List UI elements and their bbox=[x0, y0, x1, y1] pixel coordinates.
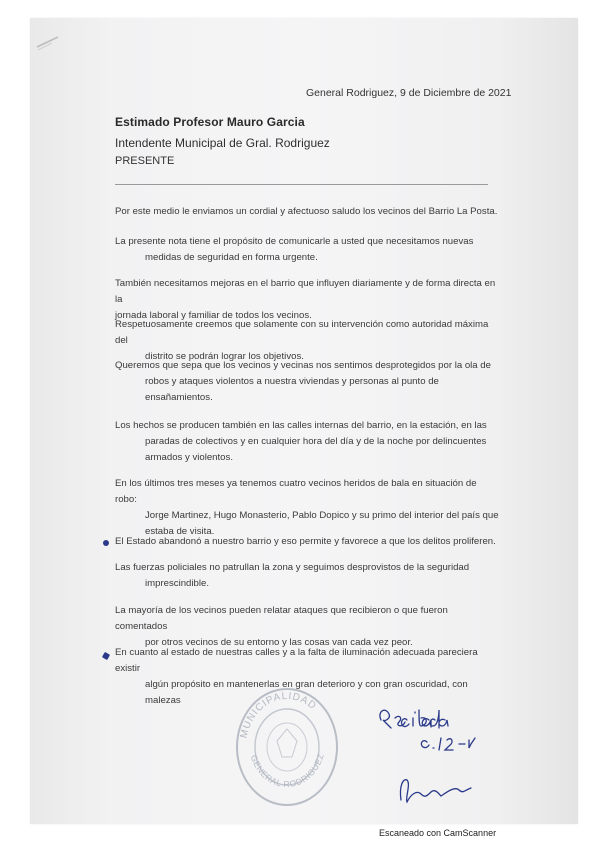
paragraph-continuation: por otros vecinos de su entorno y las cosas van cada vez peor. bbox=[145, 637, 413, 648]
paragraph-first-line: Queremos que sepa que los vecinos y vecinas nos sentimos desprotegidos por la ola de bbox=[115, 360, 491, 371]
paragraph-first-line: En cuanto al estado de nuestras calles y a la falta de iluminación adecuada pareciera existir bbox=[115, 647, 478, 674]
addressee-role: Intendente Municipal de Gral. Rodriguez bbox=[115, 136, 330, 150]
paragraph-continuation: robos y ataques violentos a nuestra viviendas y personas al punto de ensañamientos. bbox=[145, 376, 439, 403]
paragraph-first-line: Los hechos se producen también en las calles internas del barrio, en la estación, en las bbox=[115, 420, 487, 431]
municipal-stamp-icon bbox=[232, 683, 342, 807]
paragraph-continuation: medidas de seguridad en forma urgente. bbox=[145, 252, 318, 263]
ink-dot-icon bbox=[103, 540, 109, 546]
paragraph-continuation: distrito se podrán lograr los objetivos. bbox=[145, 351, 304, 362]
date-line: General Rodriguez, 9 de Diciembre de 2021 bbox=[306, 87, 512, 99]
pen-scribble-icon bbox=[34, 34, 64, 54]
handwritten-receipt-signature-icon bbox=[355, 690, 505, 810]
paragraph-first-line: También necesitamos mejoras en el barrio que influyen diariamente y de forma directa en la bbox=[115, 278, 496, 305]
divider-line bbox=[115, 184, 488, 185]
paragraph bbox=[115, 204, 500, 220]
paragraph bbox=[115, 234, 500, 266]
paragraph-continuation: paradas de colectivos y en cualquier hora del día y de la noche por delincuentes armados y violentos. bbox=[145, 436, 487, 463]
paragraph-continuation: jornada laboral y familiar de todos los vecinos. bbox=[115, 310, 312, 321]
paragraph-continuation: algún propósito en mantenerlas en gran deterioro y con gran oscuridad, con malezas bbox=[145, 679, 468, 706]
paragraph-first-line: En los últimos tres meses ya tenemos cuatro vecinos heridos de bala en situación de robo: bbox=[115, 478, 477, 505]
addressee-name: Estimado Profesor Mauro Garcia bbox=[115, 115, 305, 129]
paragraph bbox=[115, 418, 500, 466]
paragraph bbox=[115, 560, 500, 592]
paragraph bbox=[115, 603, 500, 651]
paragraph-continuation: imprescindible. bbox=[145, 578, 209, 589]
paragraph bbox=[115, 358, 500, 406]
paragraph-first-line: El Estado abandonó a nuestro barrio y eso permite y favorece a que los delitos proliferen. bbox=[115, 536, 496, 547]
paragraph bbox=[115, 534, 500, 550]
svg-text:GENERAL RODRIGUEZ: GENERAL RODRIGUEZ bbox=[248, 752, 326, 789]
paragraph-first-line: Las fuerzas policiales no patrullan la zona y seguimos desprovistos de la seguridad bbox=[115, 562, 470, 573]
paragraph-first-line: Por este medio le enviamos un cordial y afectuoso saludo los vecinos del Barrio La Posta. bbox=[115, 206, 498, 217]
paragraph-continuation: Jorge Martinez, Hugo Monasterio, Pablo Dopico y su primo del interior del país que estaba de visita. bbox=[145, 510, 499, 537]
paragraph bbox=[115, 476, 500, 540]
paragraph-first-line: Respetuosamente creemos que solamente con su intervención como autoridad máxima del bbox=[115, 319, 489, 346]
paragraph-first-line: La presente nota tiene el propósito de comunicarle a usted que necesitamos nuevas bbox=[115, 236, 474, 247]
presente-label: PRESENTE bbox=[115, 155, 175, 167]
svg-text:MUNICIPALIDAD: MUNICIPALIDAD bbox=[238, 690, 319, 740]
paragraph-first-line: La mayoría de los vecinos pueden relatar ataques que recibieron o que fueron comentados bbox=[115, 605, 448, 632]
scanner-credit: Escaneado con CamScanner bbox=[379, 828, 497, 838]
